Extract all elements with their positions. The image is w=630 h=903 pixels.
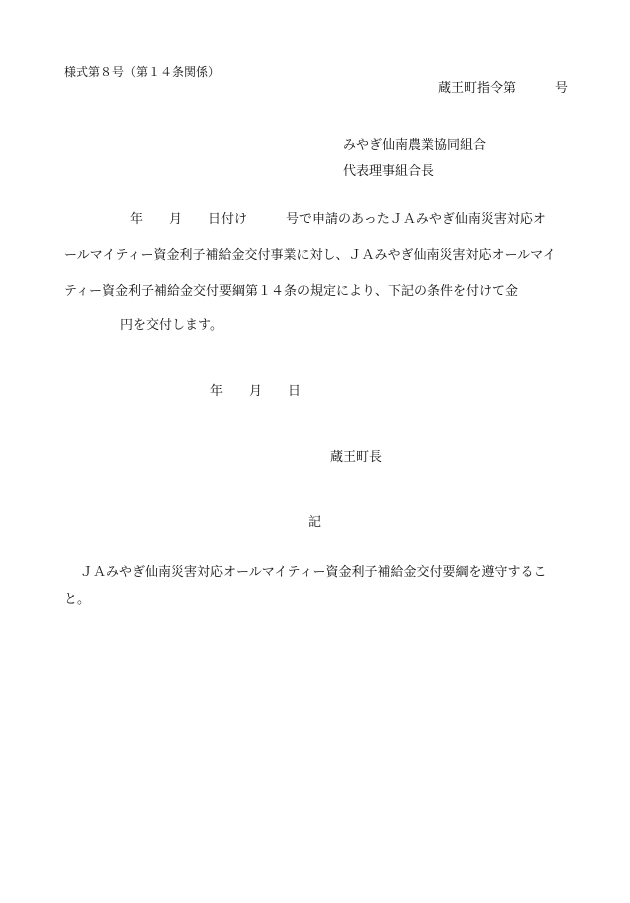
addressee-org: みやぎ仙南農業協同組合: [343, 138, 487, 153]
directive-number: 蔵王町指令第 号: [437, 81, 568, 96]
issuer: 蔵王町長: [330, 450, 383, 465]
condition-line: ＪＡみやぎ仙南災害対応オールマイティー資金利子補給金交付要綱を遵守するこ: [80, 565, 547, 580]
body-line: ティー資金利子補給金交付要綱第１４条の規定により、下記の条件を付けて金: [64, 284, 518, 299]
date-line: 年 月 日: [210, 384, 302, 399]
body-line: ールマイティー資金利子補給金交付事業に対し、ＪＡみやぎ仙南災害対応オールマイ: [64, 248, 556, 263]
ki-heading: 記: [308, 515, 322, 530]
addressee-title: 代表理事組合長: [343, 164, 435, 179]
body-line: 年 月 日付け 号で申請のあったＪＡみやぎ仙南災害対応オ: [130, 212, 546, 227]
condition-line: と。: [64, 592, 91, 607]
form-label: 様式第８号（第１４条関係）: [64, 65, 221, 79]
body-line: 円を交付します。: [120, 318, 223, 333]
